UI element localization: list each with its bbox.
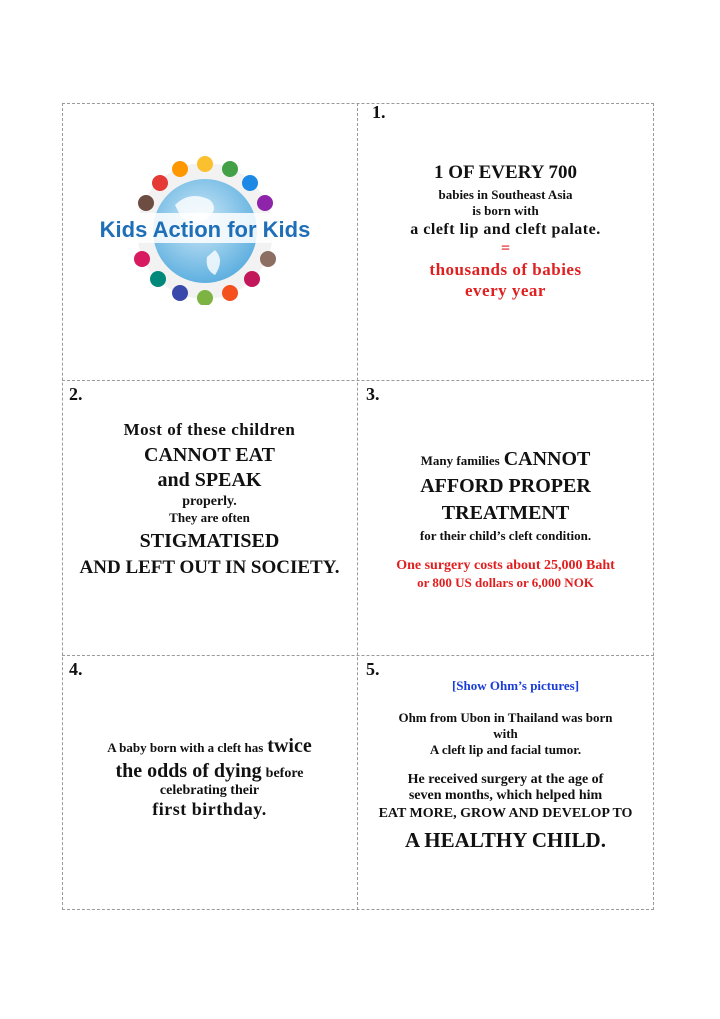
card-3-line-2: AFFORD PROPER — [420, 475, 591, 497]
card-1-line-3: is born with — [472, 203, 539, 218]
card-3-line-4: for their child’s cleft condition. — [419, 528, 592, 543]
card-2-line-1: Most of these children — [123, 420, 296, 439]
card-5-line-8: A HEALTHY CHILD. — [405, 828, 606, 852]
card-4-number: 4. — [69, 659, 83, 679]
card-3-line-1a: Many families — [420, 453, 500, 468]
card-3-number: 3. — [366, 384, 380, 404]
card-5-line-6: seven months, which helped him — [408, 788, 603, 803]
card-4-line-1b: twice — [267, 735, 312, 757]
card-1-line-2: babies in Southeast Asia — [438, 187, 573, 202]
card-2-line-6: STIGMATISED — [139, 530, 280, 552]
card-1-line-4: a cleft lip and cleft palate. — [410, 221, 601, 238]
card-2-line-4: properly. — [182, 494, 237, 509]
card-4-line-2b: before — [265, 766, 304, 781]
card-5-line-3: with — [493, 726, 518, 741]
card-1-line-6: thousands of babies — [429, 260, 582, 279]
card-1-text — [357, 160, 654, 301]
card-4-line-4: first birthday. — [152, 799, 267, 819]
card-1-line-1: 1 OF EVERY 700 — [433, 162, 578, 183]
card-5-line-1: [Show Ohm’s pictures] — [451, 678, 580, 693]
card-5-line-2: Ohm from Ubon in Thailand was born — [398, 710, 613, 725]
card-5-text — [357, 678, 654, 853]
card-4-line-1-wrap — [62, 735, 357, 758]
card-2-line-7: AND LEFT OUT IN SOCIETY. — [79, 557, 340, 578]
card-2-line-3: and SPEAK — [157, 469, 262, 491]
card-2-text — [62, 420, 357, 579]
card-3-text — [357, 448, 654, 591]
logo-text: Kids Action for Kids — [99, 217, 311, 242]
card-3-line-1b: CANNOT — [503, 448, 591, 470]
kids-action-logo — [80, 155, 330, 305]
card-5-line-4: A cleft lip and facial tumor. — [429, 742, 582, 757]
card-5-number: 5. — [366, 659, 380, 679]
card-5-line-7: EAT MORE, GROW AND DEVELOP TO — [378, 806, 633, 821]
card-1-number: 1. — [372, 102, 386, 122]
card-4-line-3: celebrating their — [159, 783, 260, 798]
card-4-line-1a: A baby born with a cleft has — [107, 740, 264, 755]
card-2-line-5: They are often — [169, 510, 250, 525]
card-3-line-6: or 800 US dollars or 6,000 NOK — [417, 575, 594, 590]
card-4-text — [62, 735, 357, 820]
card-1-line-5: = — [500, 240, 511, 257]
card-1-line-7: every year — [465, 281, 546, 300]
card-2-number: 2. — [69, 384, 83, 404]
card-3-line-5: One surgery costs about 25,000 Baht — [396, 558, 615, 573]
card-5-line-5: He received surgery at the age of — [407, 772, 604, 787]
row-divider-1 — [62, 380, 654, 381]
card-2-line-2: CANNOT EAT — [144, 444, 275, 466]
card-4-line-2-wrap — [62, 760, 357, 783]
card-3-line-3: TREATMENT — [441, 502, 570, 524]
card-4-line-2a: the odds of dying — [115, 760, 262, 782]
row-divider-2 — [62, 655, 654, 656]
card-3-line-1-wrap — [357, 448, 654, 471]
